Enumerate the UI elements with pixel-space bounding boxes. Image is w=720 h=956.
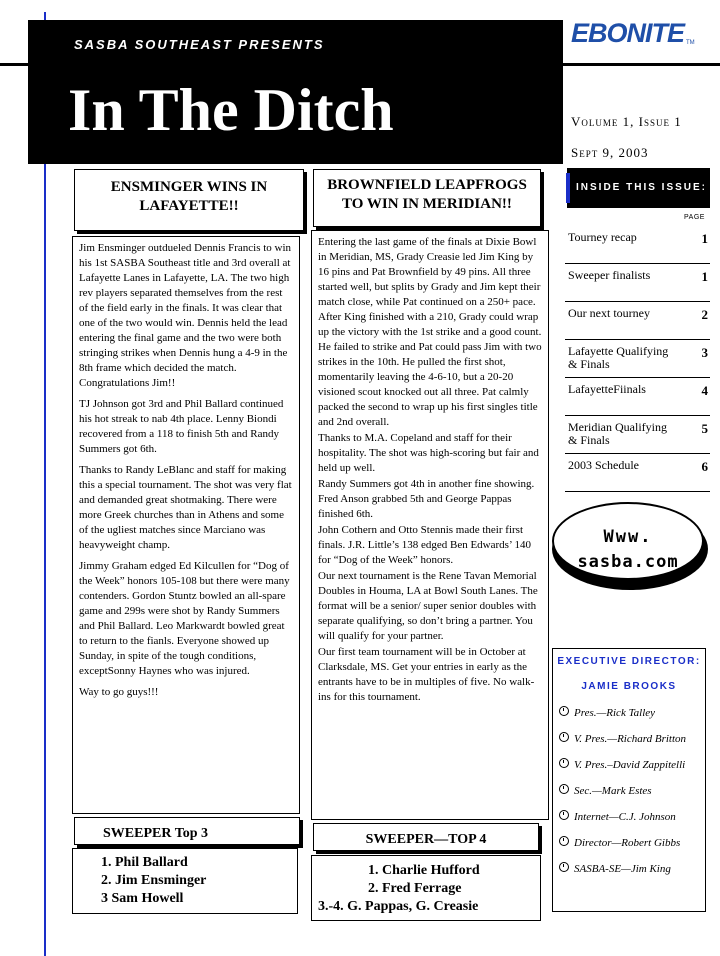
article-1-paragraph: Jim Ensminger outdueled Dennis Francis to win his 1st SASBA Southeast title and 3rd overall at Lafayette Lanes in Lafayette, LA. The two high rev players separated themselves from the rest of the field early in the finals. It was clear that one of the two would win. Dennis held the lead entering the final game and the two were both stringing strikes when Dennis hung a 4-9 in the 8th frame which decided the match. Congratulations Jim!! (79, 242, 292, 389)
volume-issue: Volume 1, Issue 1 (571, 114, 682, 129)
phone-icon (559, 836, 569, 846)
phone-icon (559, 732, 569, 742)
toc-item[interactable] (565, 263, 710, 302)
toc-item-title: Meridian Qualifying & Finals (568, 420, 667, 447)
officer-item (559, 732, 686, 745)
toc-item-page: 1 (701, 231, 708, 246)
toc-item-title: Lafayette Qualifying & Finals (568, 344, 669, 371)
sweeper-1-item: 2. Jim Ensminger (101, 873, 207, 888)
officer-text: V. Pres.—Richard Britton (574, 733, 687, 745)
toc-item-page: 2 (701, 307, 708, 322)
article-2-paragraph: Thanks to M.A. Copeland and staff for their hospitality. The shot was high-scoring but fair and held up well. (318, 432, 539, 474)
officer-item (559, 810, 676, 823)
logo-trademark: TM (686, 40, 695, 46)
article-2-paragraph: Our next tournament is the Rene Tavan Memorial Doubles in Houma, LA at Bowl South Lanes. The format will be a senior/ super senior doubles with separate qualifying, so don’t bring a partner. You will qualify for your partner. (318, 570, 538, 642)
presents-line: SASBA SOUTHEAST PRESENTS (74, 37, 325, 52)
page-column-label: PAGE (684, 214, 705, 221)
issue-date: Sept 9, 2003 (571, 145, 649, 160)
officer-item (559, 758, 685, 771)
toc-item-page: 3 (701, 345, 708, 360)
officer-item (559, 836, 680, 849)
article-1-headline-box (74, 169, 304, 231)
newsletter-title: In The Ditch (68, 77, 394, 143)
sweeper-2-title-box (313, 823, 539, 851)
website-line-2[interactable]: sasba.com (577, 552, 679, 572)
phone-icon (559, 706, 569, 716)
officer-item (559, 706, 655, 719)
article-2-paragraph: Entering the last game of the finals at Dixie Bowl in Meridian, MS, Grady Creasie led Jim King by 16 pins and Pat Brownfield by 49 pins. All three started well, but splits by Grady and Jim kept their match close, while Pat continued on a 250+ pace. After King finished with a 210, Grady could wrap up the victory with the 1st strike and a good count. He failed to strike and Pat could pass Jim with two strikes in the 10th. He pulled the first shot, momentarily leaving the 4-6-10, but a 20-20 visioned scout knocked out all three. Pat calmly packed the second to wrap up his first singles title and 2nd overall. (318, 236, 542, 428)
phone-icon (559, 862, 569, 872)
toc-item-page: 1 (701, 269, 708, 284)
toc-item-title: Tourney recap (568, 230, 637, 244)
sweeper-1-item: 3 Sam Howell (101, 891, 184, 906)
officer-item (559, 784, 652, 797)
sweeper-1-item: 1. Phil Ballard (101, 855, 188, 870)
article-2-paragraph: John Cothern and Otto Stennis made their first finals. J.R. Little’s 138 edged Ben Edwards’ 140 for “Dog of the Week” honors. (318, 524, 532, 566)
phone-icon (559, 810, 569, 820)
toc-item-title: 2003 Schedule (568, 458, 639, 472)
article-2-headline-box (313, 169, 541, 227)
executive-title: EXECUTIVE DIRECTOR: (557, 656, 701, 667)
sweeper-1-title: SWEEPER Top 3 (103, 826, 209, 841)
toc-item-title: Our next tourney (568, 306, 650, 320)
sweeper-2-item: 2. Fred Ferrage (368, 881, 462, 896)
sweeper-1-list (72, 848, 298, 914)
officer-text: Internet—C.J. Johnson (574, 811, 676, 823)
article-2-body (311, 230, 549, 820)
inside-issue-accent (566, 173, 570, 203)
phone-icon (559, 758, 569, 768)
executive-name: JAMIE BROOKS (581, 681, 677, 692)
toc-item-page: 5 (701, 421, 708, 436)
article-1-paragraph: Way to go guys!!! (79, 686, 159, 698)
inside-issue-heading: INSIDE THIS ISSUE: (576, 182, 708, 193)
ebonite-logo: EBONITE (571, 18, 685, 48)
toc-item-title: Sweeper finalists (568, 268, 651, 282)
toc-item[interactable] (565, 339, 710, 378)
officer-text: Sec.—Mark Estes (574, 785, 652, 797)
article-1-paragraph: Thanks to Randy LeBlanc and staff for making this a special tournament. The shot was very flat and demanded great shotmaking. There were more Greek churches than in Athens and some of the ugliest matches since Marciano was heavyweight champ. (79, 464, 292, 551)
article-1-paragraph: Jimmy Graham edged Ed Kilcullen for “Dog of the Week” honors 105-108 but there were many contenders. Gordon Stuntz bowled an all-spare game and 299s were shot by Randy Summers and Phil Ballard. Leo Markwardt bowled great to return to the fianls. Everyone showed up Sunday, in spite of the tough conditions, exceptSonny Haynes who was injured. (79, 560, 290, 677)
officer-item (559, 862, 671, 875)
website-line-1: Www. (603, 527, 653, 547)
sweeper-2-item: 1. Charlie Hufford (368, 863, 480, 878)
officer-text: Director—Robert Gibbs (574, 837, 681, 849)
toc-item[interactable] (565, 301, 710, 340)
toc-item[interactable] (565, 415, 710, 454)
phone-icon (559, 784, 569, 794)
article-1-headline: ENSMINGER WINS IN LAFAYETTE!! (110, 179, 268, 214)
toc-item-page: 4 (701, 383, 708, 398)
article-2-paragraph: Randy Summers got 4th in another fine showing. Fred Anson grabbed 5th and George Pappas finished 6th. (318, 478, 535, 520)
article-1-body (72, 236, 300, 814)
toc-item[interactable] (565, 225, 710, 264)
article-2-headline: BROWNFIELD LEAPFROGS TO WIN IN MERIDIAN!! (327, 177, 527, 212)
officer-text: SASBA-SE—Jim King (574, 863, 671, 875)
officer-text: Pres.—Rick Talley (574, 707, 656, 719)
sweeper-2-title: SWEEPER—TOP 4 (365, 832, 487, 847)
sweeper-2-list (311, 855, 541, 921)
sweeper-1-title-box (74, 817, 300, 845)
article-1-paragraph: TJ Johnson got 3rd and Phil Ballard continued his hot streak to nab 4th place. Lenny Biondi recovered from a 118 to finish 5th and Randy Summers got 6th. (79, 398, 284, 455)
toc-item-page: 6 (701, 459, 708, 474)
officer-text: V. Pres.–David Zappitelli (574, 759, 686, 771)
article-2-paragraph: Our first team tournament will be in October at Clarksdale, MS. Get your entries in early as the entrants have to be in multiples of five. No walk-ins for this tournament. (318, 646, 535, 703)
toc-item-title: LafayetteFiinals (568, 382, 646, 396)
toc-item[interactable] (565, 377, 710, 416)
sweeper-2-item: 3.-4. G. Pappas, G. Creasie (318, 899, 479, 914)
toc-item[interactable] (565, 453, 710, 492)
